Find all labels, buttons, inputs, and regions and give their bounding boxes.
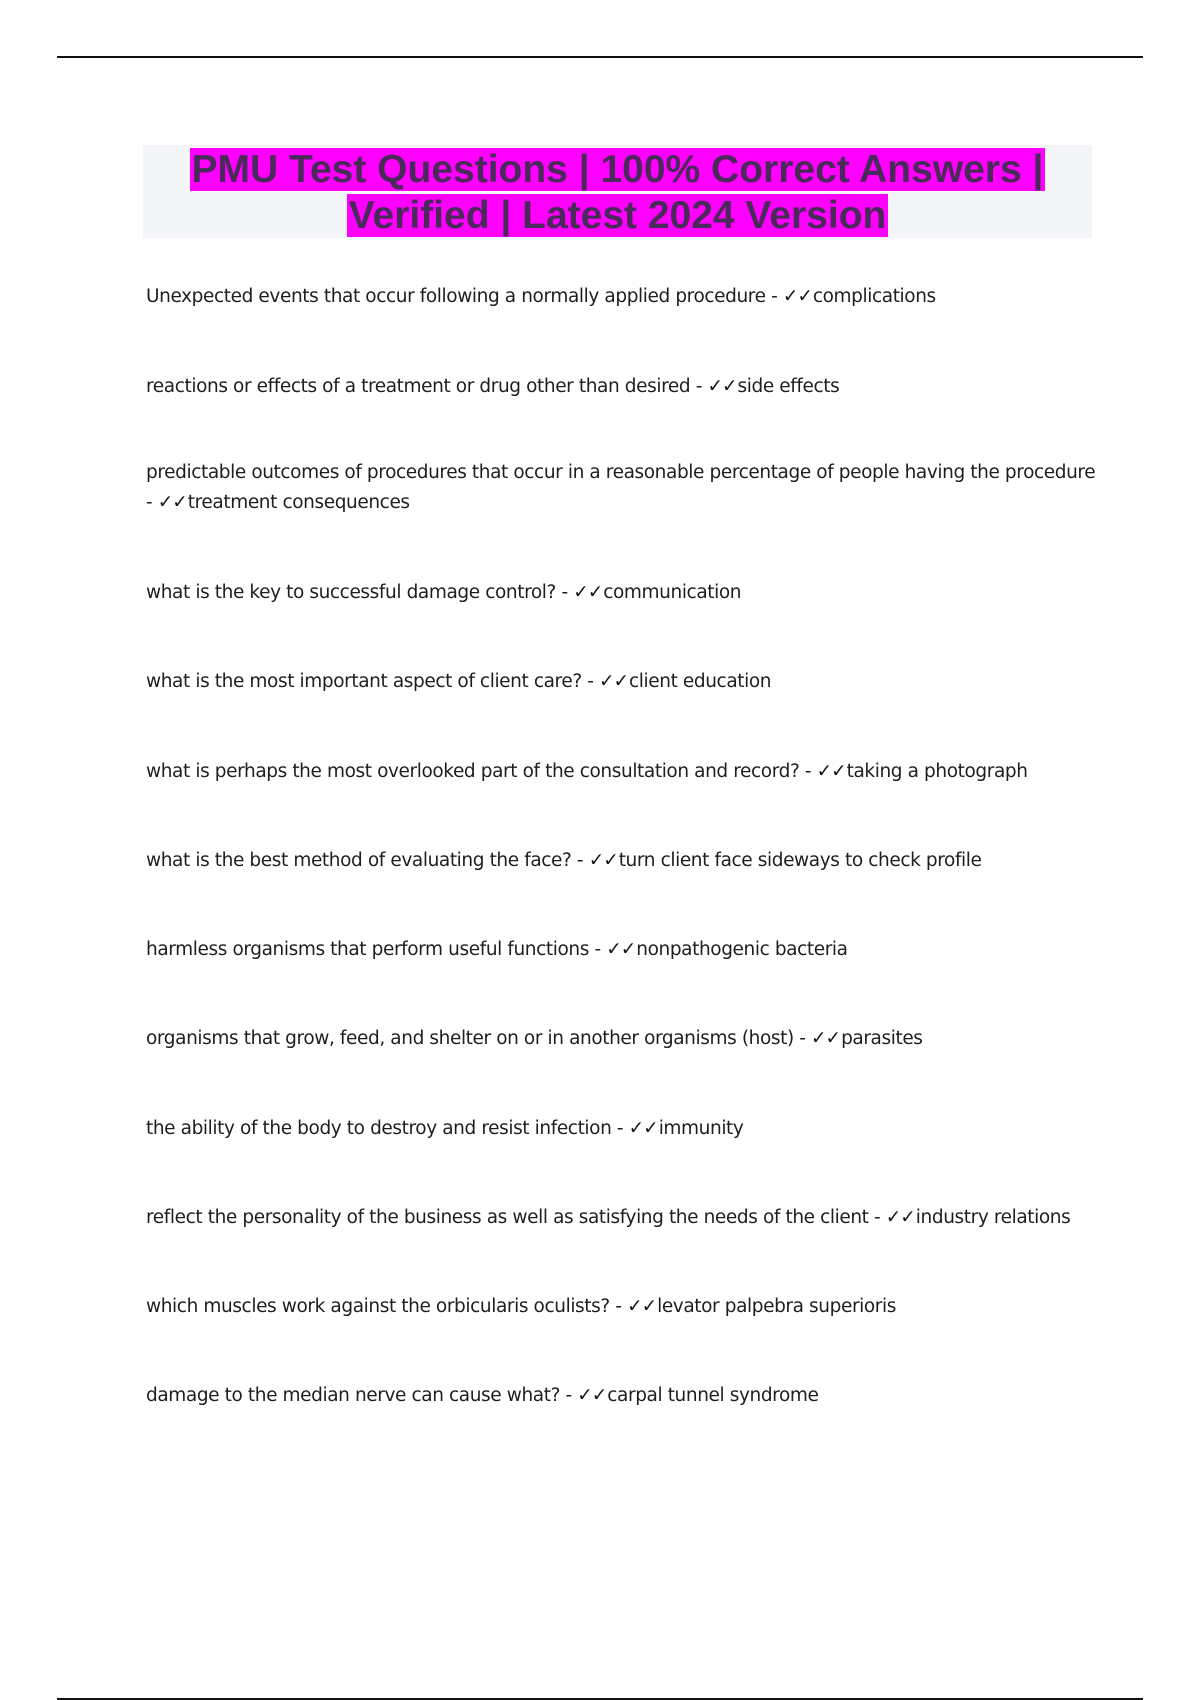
separator: - [571,850,589,871]
answer-text: taking a photograph [846,761,1028,782]
qa-item [146,935,1106,965]
question-text: Unexpected events that occur following a normally applied procedure [146,286,766,307]
question-text: what is perhaps the most overlooked part of the consultation and record? [146,761,800,782]
answer-text: parasites [841,1028,923,1049]
title-line-2: Verified | Latest 2024 Version [348,194,887,237]
question-text: what is the key to successful damage control? [146,582,556,603]
answer-text: carpal tunnel syndrome [607,1385,819,1406]
question-text: what is the best method of evaluating the face? [146,850,572,871]
qa-item [146,1292,1106,1322]
double-check-icon: ✓✓ [811,1028,841,1049]
separator: - [581,671,599,692]
double-check-icon: ✓✓ [577,1385,607,1406]
double-check-icon: ✓✓ [816,761,846,782]
qa-item [146,1203,1106,1233]
answer-text: nonpathogenic bacteria [636,939,848,960]
answer-text: industry relations [915,1207,1071,1228]
title-box [143,145,1092,238]
separator: - [146,492,158,513]
separator: - [609,1296,628,1317]
qa-item [146,846,1106,876]
double-check-icon: ✓✓ [573,582,603,603]
separator: - [765,286,783,307]
qa-item [146,667,1106,697]
question-text: the ability of the body to destroy and resist infection [146,1118,612,1139]
answer-text: treatment consequences [187,492,410,513]
qa-item [146,1024,1106,1054]
document-title [190,147,1046,239]
question-text: what is the most important aspect of client care? [146,671,582,692]
answer-text: communication [603,582,742,603]
top-rule [57,56,1143,58]
double-check-icon: ✓✓ [588,850,618,871]
question-text: which muscles work against the orbicularis oculists? [146,1296,610,1317]
qa-item [146,757,1106,787]
answer-text: immunity [658,1118,744,1139]
double-check-icon: ✓✓ [157,492,187,513]
separator: - [611,1118,629,1139]
double-check-icon: ✓✓ [627,1296,657,1317]
answer-text: client education [629,671,772,692]
qa-item [146,1114,1106,1144]
qa-item [146,282,1106,312]
double-check-icon: ✓✓ [599,671,629,692]
separator: - [555,582,574,603]
double-check-icon: ✓✓ [707,376,737,397]
answer-text: complications [812,286,936,307]
separator: - [793,1028,812,1049]
qa-item [146,458,1106,518]
separator: - [799,761,817,782]
answer-text: levator palpebra superioris [657,1296,896,1317]
qa-item [146,1381,1106,1411]
double-check-icon: ✓✓ [885,1207,915,1228]
qa-item [146,578,1106,608]
question-text: predictable outcomes of procedures that occur in a reasonable percentage of people having the procedure [146,462,1096,483]
separator: - [588,939,607,960]
separator: - [690,376,708,397]
double-check-icon: ✓✓ [606,939,636,960]
answer-text: turn client face sideways to check profile [618,850,982,871]
qa-item [146,372,1106,402]
double-check-icon: ✓✓ [628,1118,658,1139]
question-text: damage to the median nerve can cause what? [146,1385,561,1406]
separator: - [868,1207,886,1228]
separator: - [560,1385,578,1406]
question-text: reflect the personality of the business as well as satisfying the needs of the client [146,1207,869,1228]
question-text: organisms that grow, feed, and shelter on or in another organisms (host) [146,1028,794,1049]
question-text: reactions or effects of a treatment or drug other than desired [146,376,691,397]
double-check-icon: ✓✓ [782,286,812,307]
title-line-1: PMU Test Questions | 100% Correct Answers | [191,148,1044,191]
question-text: harmless organisms that perform useful functions [146,939,589,960]
answer-text: side effects [737,376,840,397]
